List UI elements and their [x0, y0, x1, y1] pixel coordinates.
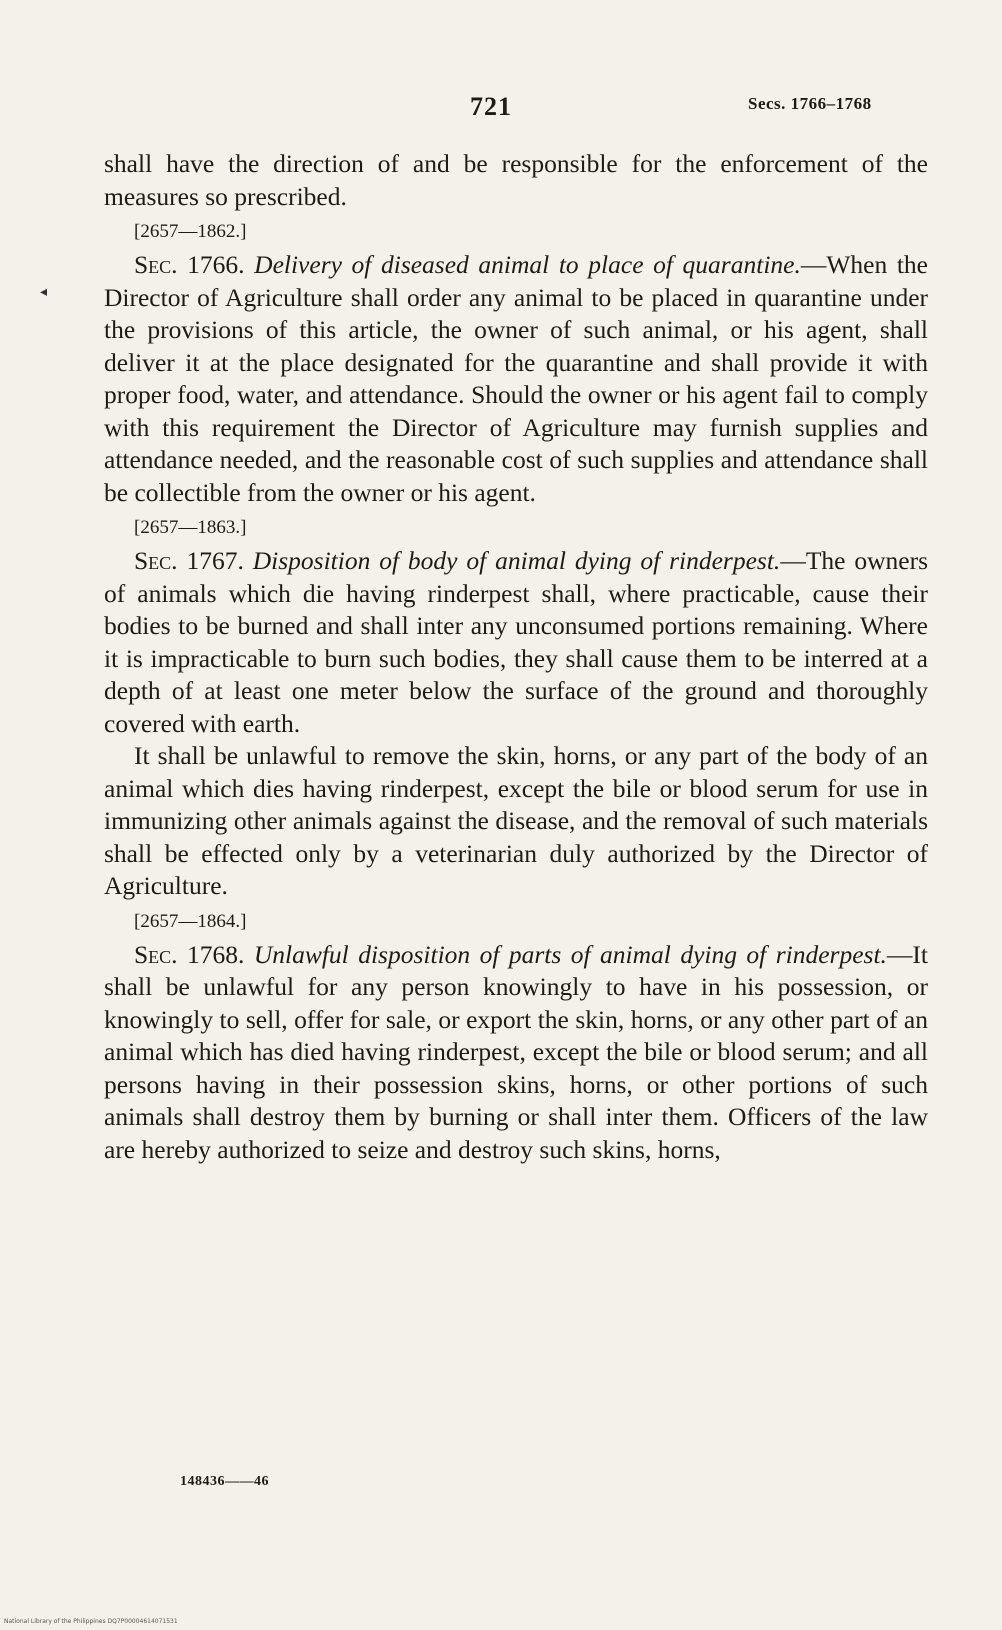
section-1766	[104, 249, 928, 509]
print-code: 148436——46	[180, 1474, 269, 1489]
continuation-paragraph: shall have the direction of and be responsible for the enforcement of the measures so prescribed.	[104, 149, 928, 211]
section-1768-label: Sec. 1768.	[134, 939, 245, 969]
page-body	[104, 148, 928, 1166]
page-number: 721	[470, 92, 512, 121]
section-1768	[104, 939, 928, 1167]
reference-1862: [2657—1862.]	[134, 221, 247, 242]
section-1767-label: Sec. 1767.	[134, 546, 244, 575]
section-1767-paragraph-2: It shall be unlawful to remove the skin, horns, or any part of the body of an animal which dies having rinderpest, except the bile or blood serum for use in immunizing other animals against the disease, and the removal of such materials shall be effected only by a veterinarian duly authorized by the Director of Agriculture.	[104, 741, 928, 900]
section-1766-text: —When the Director of Agriculture shall order any animal to be placed in quarantine under the provisions of this article, the owner of such animal, or his agent, shall deliver it at the place designated for the quarantine and shall provide it with proper food, water, and attendance. Should the owner or his agent fail to comply with this requirement the Director of Agriculture may furnish supplies and attendance needed, and the reasonable cost of such supplies and attendance shall be collectible from the owner or his agent.	[104, 250, 929, 507]
section-1767-title: Disposition of body of animal dying of rinderpest.	[252, 546, 781, 575]
section-1767	[104, 545, 928, 740]
section-1766-label: Sec. 1766.	[134, 250, 245, 279]
section-1768-text: —It shall be unlawful for any person knowingly to have in his possession, or knowingly to sell, offer for sale, or export the skin, horns, or any other part of an animal which has died having rinderpest, except the bile or blood serum; and all persons having in their possession skins, horns, or other portions of such animals shall destroy them by burning or shall inter them. Officers of the law are hereby authorized to seize and destroy such skins, horns,	[104, 939, 928, 1164]
margin-mark: ◂	[40, 285, 48, 300]
running-head: Secs. 1766–1768	[748, 94, 872, 113]
section-1766-title: Delivery of diseased animal to place of quarantine.	[254, 250, 801, 279]
section-1767-text: —The owners of animals which die having rinderpest shall, where practicable, cause their bodies to be burned and shall inter any unconsumed portions remaining. Where it is impracticable to burn such bodies, they shall cause them to be interred at a depth of at least one meter below the surface of the ground and thoroughly covered with earth.	[104, 546, 928, 738]
library-watermark: National Library of the Philippines DQ7P00004614071531	[4, 1618, 178, 1625]
reference-1863: [2657—1863.]	[134, 517, 247, 538]
reference-1864: [2657—1864.]	[134, 910, 247, 932]
section-1768-title: Unlawful disposition of parts of animal dying of rinderpest.	[253, 939, 887, 969]
